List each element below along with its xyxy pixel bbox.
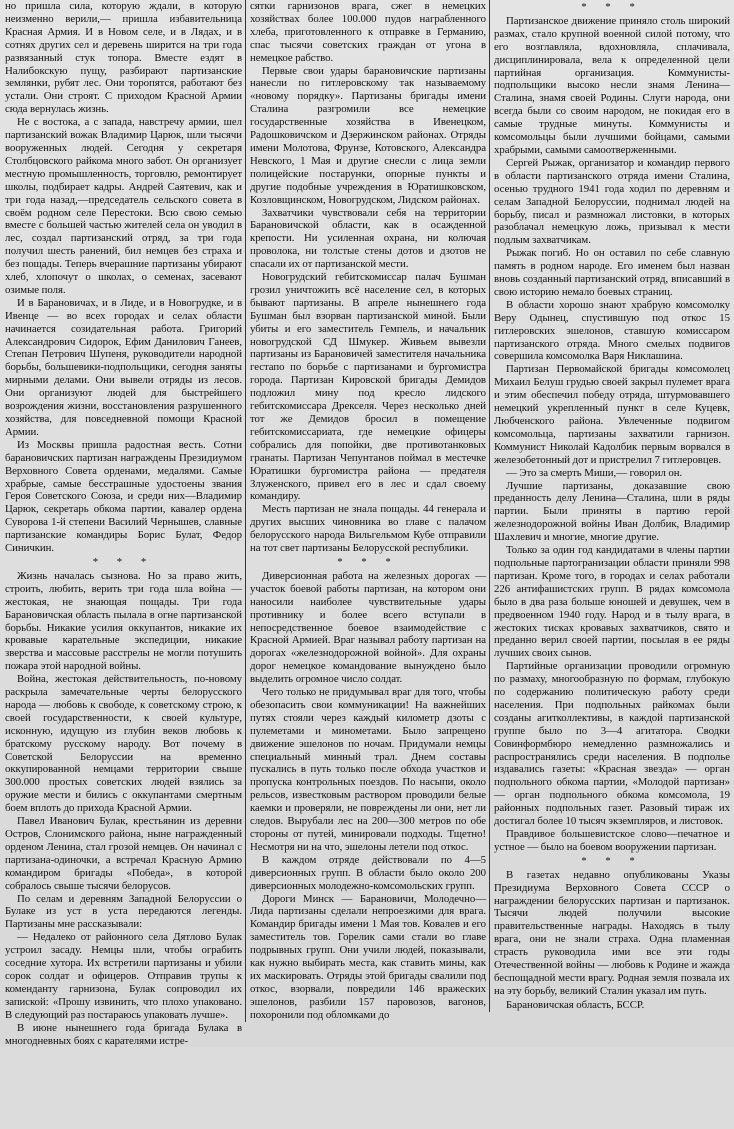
article-paragraph: Правдивое большевистское слово—печатное и устное — было на боевом вооружении партизан. — [494, 828, 730, 853]
section-separator: * * * — [337, 555, 399, 568]
article-paragraph: По селам и деревням Западной Белоруссии о Булаке из уст в уста передаются легенды. Партизаны мне рассказывали: — [5, 892, 242, 931]
section-separator: * * * — [92, 555, 155, 568]
article-paragraph: Жизнь началась сызнова. Но за право жить, строить, любить, верить три года шла война — жестокая, не знающая пощады. Три года Барановичская область пылала в огне партизанской борьбы. Никакие усилия оккупантов, никакие их кровавые карательные экспедиции, никакие зверства и массовые расстрелы не могли потушить пожара этой народной войны. — [5, 569, 242, 673]
section-separator: * * * — [581, 854, 643, 867]
article-paragraph: Сергей Рыжак, организатор и командир первого в области партизанского отряда имени Сталина, осенью трудного 1941 года ходил по деревням и селам Западной Белоруссии, поднимал людей на борьбу, писал и размножал листовки, в которых разоблачал немецкую ложь, призывал к мести подлым захватчикам. — [494, 156, 730, 247]
article-paragraph: Рыжак погиб. Но он оставил по себе славную память в родном народе. Его именем был назван вновь созданный партизанский отряд, вписавший в свою историю немало боевых страниц. — [494, 247, 730, 298]
article-paragraph: Не с востока, а с запада, навстречу армии, шел партизанский вожак Владимир Царюк, шли тысячи вооруженных людей. Сегодня у секретаря Столбцовского райкома много забот. Он организует местную промышленность, торговлю, ремонтирует школы, подбирает кадры. Андрей Саятевич, как и три года назад,—председатель сельского совета в своём родном селе Перестоки. Всю свою семью вместе с большей частью жителей села он уводил в лес, создал партизанский отряд, за три года получил шесть ранений, бил немцев без страха и без пощады. Теперь вчерашние партизаны убирают хлеб, хлопочут о школах, о семенах, засевают озимые поля. — [5, 116, 242, 296]
article-dateline: Барановичская область, БССР. — [506, 998, 645, 1011]
article-paragraph: Чего только не придумывал враг для того, чтобы обезопасить свои коммуникации! На важнейших путях стояли через каждый километр дзоты с пулеметами и минометами. Было запрещено движение эшелонов по ночам. Придумали немцы специальный минный трал. Днем составы пускались в путь только после обхода участков и пропуска контрольных поездов. По насыпи, около рельсов, известковым раствором проводили белые каемки и проверяли, не повреждены ли они, нет ли следов. Вырубали лес на 200—300 метров по обе стороны от путей, минировали подходы. Тщетно! Несмотря ни на что, эшелоны летели под откос. — [250, 686, 486, 853]
article-paragraph: Первые свои удары барановичские партизаны нанесли по гитлеровскому так называемому «новому порядку». Партизаны бригады имени Сталина разгромили все немецкие государственные хозяйства в Ивенецком, Радошковичском и Дзержинском районах. Отряды имени Молотова, Фрунзе, Котовского, Александра Невского, 1 Мая и другие снесли с лица земли полицейские постарунки, опорные пункты и другие подобные учреждения в Юратишковском, Козловщинском, Новогрудском, Лидском районах. — [250, 64, 486, 206]
article-paragraph: В каждом отряде действовали по 4—5 диверсионных групп. В области было около 200 диверсионных молодежно-комсомольских групп. — [250, 853, 486, 892]
article-paragraph: Дороги Минск — Барановичи, Молодечно—Лида партизаны сделали непроезжими для врага. Командир бригады имени 1 Мая тов. Ковалев и его заместитель тов. Горелик сами стали во главе подрывных групп. Они учили людей, показывали, как нужно выбирать места, как ставить мины, как их маскировать. Отряды этой бригады свалили под откос, взорвали, повредили 146 вражеских эшелонов, разбили 157 паровозов, вагонов, похоронили под обломками до — [250, 892, 486, 1021]
article-paragraph: Партийные организации проводили огромную по размаху, многообразную по формам, глубокую по содержанию политическую работу среди населения. При подпольных райкомах были созданы агитколлективы, в каждой партизанской группе было по 3—4 агитатора. Сводки Совинформбюро немедленно размножались и распространялись среди населения. В подполье издавались газеты: «Красная звезда» — орган подпольного обкома партии, «Молодой партизан» — орган подпольного обкома комсомола, 19 районных подпольных газет. Разовый тираж их достигал более 10 тысяч экземпляров, и листовок. — [494, 660, 730, 828]
article-paragraph: Павел Иванович Булак, крестьянин из деревни Остров, Слонимского района, ныне награжденный орденом Ленина, стал грозой немцев. Он начинал с партизана-одиночки, а встречал Красную Армию командиром бригады «Победа», в которой собралось свыше тысячи белорусов. — [5, 815, 242, 892]
article-paragraph: Война, жестокая действительность, по-новому раскрыла замечательные черты белорусского народа — любовь к свободе, к советскому строю, к своей государственности, к своей культуре, исконную, идущую из глубин веков любовь к братскому русскому народу. Вот почему в Советской Белоруссии на временно оккупированной немцами территории свыше 300.000 простых советских людей взялись за оружие мести и бились с оккупантами смертным боем вплоть до прихода Красной Армии. — [5, 673, 242, 815]
article-paragraph: Партизанское движение приняло столь широкий размах, стало крупной военной силой потому, что его возглавляла, вдохновляла, сплачивала, дисциплинировала, вела к определенной цели партийная организация. Коммунисты-подпольщики высоко несли знамя Ленина—Сталина, знамя своей Родины. Слуги народа, они всегда были со своим народом, не покидая его в самые трудные минуты. Коммунисты и комсомольцы были лучшими бойцами, самыми храбрыми, самыми самоотверженными. — [494, 14, 730, 156]
article-paragraph: — Это за смерть Миши,— говорил он. — [506, 466, 683, 479]
article-paragraph: Только за один год кандидатами в члены партии подпольные партогранизации области приняли 998 партизан. Кроме того, в городах и селах работали 226 антифашистских групп. В рядах комсомола было в два раза больше юношей и девушек, чем в предвоенном 1940 году. Народ и в тылу врага, в жестоких тисках кровавых захватчиков, свято и преданно верил своей партии, посылая в ее ряды лучших своих сынов. — [494, 544, 730, 660]
article-column-2 — [245, 0, 489, 1022]
article-paragraph: Партизан Первомайской бригады комсомолец Михаил Белуш грудью своей закрыл пулемет врага и этим обеспечил победу отряда, штурмовавшего немецкий укрепленный пункт в селе Куцевк, Любченского района. Увлеченные подвигом комсомольца, партизаны захватили гарнизон. Коммунист Николай Кадолбик первым ворвался в железобетонный дот и пристрелил 7 гитлеровцев. — [494, 363, 730, 466]
article-paragraph: И в Барановичах, и в Лиде, и в Новогрудке, и в Ивенце — во всех городах и селах области начинается созидательная работа. Григорий Александрович Сидорок, Ефим Данилович Ганеев, Степан Петрович Шупеня, руководители народной борьбы, большевики-подпольщики, сегодня заняты мирными делами. Они вывели отряды из лесов. Они организуют людей для быстрейшего возрождения жизни, восстановления разрушенного хозяйства, для повседневной помощи Красной Армии. — [5, 296, 242, 438]
article-paragraph: но пришла сила, которую ждали, в которую неизменно верили,— пришла избавительница Красная Армия. И в Новом селе, и в Лядах, и в сотнях других сел и деревень ширится на три года развязанный стук топора. Вместе ездят в Налибокскую пущу, разбирают партизанские землянки, рубят лес. Они торопятся, работают без устали. Они строят. С приходом Красной Армии сюда вернулась жизнь. — [5, 0, 242, 116]
article-paragraph: Новогрудский гебитскомиссар палач Бушман грозил уничтожить всё население сел, в которых бывают партизаны. В апреле нынешнего года Бушман был взорван партизанской миной. Были убиты и его заместитель Гемпель, и начальник новогрудской СД Шмукер. Живьем вывезли партизаны из Барановичей заместителя начальника гестапо по борьбе с партизанами и бургомистра города. Партизан Кировской бригады Демидов подложил мину под кресло лидского гебитскомиссара Дрекселя. Через несколько дней тот же Демидов бросил в помещение гебитскомиссариата, где немецкие офицеры собрались для попойки, две противотанковых гранаты. Партизан Чепунтанов поймал в местечке Юратишки бургомистра района — предателя Злуженского, привел его в лес и сдал своему командиру. — [250, 271, 486, 503]
article-column-1 — [1, 0, 245, 1047]
article-paragraph: В области хорошо знают храбрую комсомолку Веру Одынец, спустившую под откос 15 гитлеровских эшелонов, ставшую комиссаром партизанского отряда. Много смелых подвигов совершила комсомолка Варя Никлашина. — [494, 298, 730, 363]
article-paragraph: В июне нынешнего года бригада Булака в многодневных боях с карателями истре- — [5, 1021, 242, 1047]
article-paragraph: — Недалеко от районного села Дятлово Булак устроил засаду. Немцы шли, чтобы ограбить соседние хутора. Их встретили партизаны и убили сорок солдат и офицеров. Отправив трупы к коменданту гарнизона, Булак сопроводил их запиской: «Прошу извинить, что плохо упаковано. В следующий раз постараюсь упаковать лучше». — [5, 931, 242, 1021]
article-paragraph: Захватчики чувствовали себя на территории Барановичской области, как в осажденной крепости. Ни усиленная охрана, ни колючая проволока, ни толстые стены дотов и дзотов не спасали их от партизанской мести. — [250, 206, 486, 271]
article-paragraph: Диверсионная работа на железных дорогах — участок боевой работы партизан, на котором они наносили наиболее чувствительные удары противнику и более всего вступали в непосредственное боевое взаимодействие с Красной Армией. Враг называл работу партизан на дорогах «железнодорожной войной». Для охраны дорог немецкое командование вынуждено было выделить огромное число солдат. — [250, 569, 486, 686]
article-paragraph: Месть партизан не знала пощады. 44 генерала и других высших чиновника во главе с палачом белорусского народа Вильгельмом Кубе отправили на тот свет партизаны Белорусской республики. — [250, 503, 486, 555]
article-paragraph: Из Москвы пришла радостная весть. Сотни барановичских партизан награждены Президиумом Верховного Совета орденами, медалями. Самые храбрые, самые бесстрашные удостоены звания Героя Советского Союза, и среди них—Владимир Царюк, секретарь обкома партии, кавалер ордена Суворова 1-й степени Василий Чернышев, славные партизанские командиры Борис Булат, Федор Синичкин. — [5, 438, 242, 555]
article-paragraph: В газетах недавно опубликованы Указы Президиума Верховного Совета СССР о награждении белорусских партизан и партизанок. Тысячи людей получили высокие правительственные награды. Находясь в тылу врага, они не знали страха. Одна пламенная страсть руководила ими все эти годы Отечественной войны — любовь к Родине и жажда беспощадной мести врагу. Родная земля позвала их на эту борьбу, великий Сталин указал им путь. — [494, 868, 730, 997]
article-paragraph: Лучшие партизаны, доказавшие свою преданность делу Ленина—Сталина, шли в ряды партии. Были приняты в партию герой железнодорожной войны Иван Долбик, Владимир Шахлевич и многие, многие другие. — [494, 479, 730, 544]
section-separator: * * * — [581, 1, 643, 13]
article-paragraph: сятки гарнизонов врага, сжег в немецких хозяйствах более 100.000 пудов награбленного хлеба, приготовленного к отправке в Германию, спас тысячи советских граждан от угона в немецкое рабство. — [250, 0, 486, 64]
article-column-3 — [489, 0, 733, 1012]
